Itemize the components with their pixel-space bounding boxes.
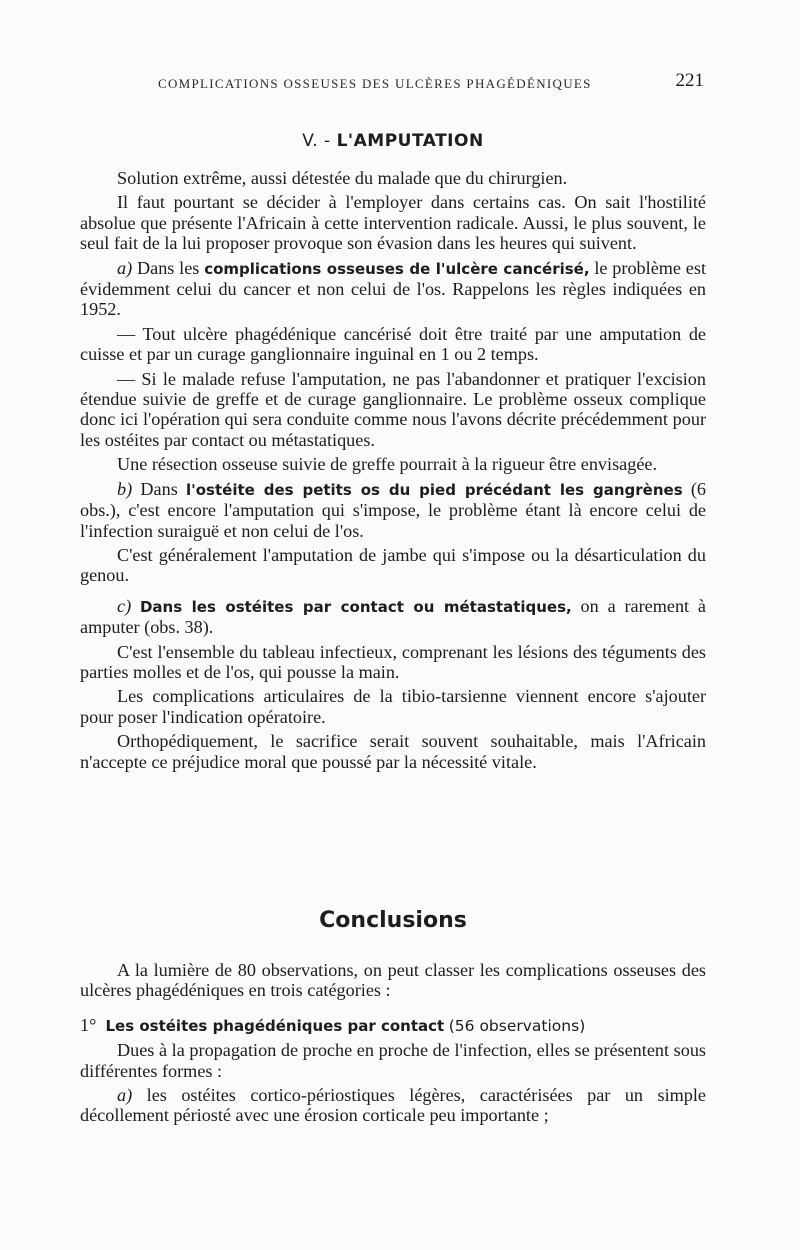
conclusions-heading: Conclusions	[319, 908, 467, 933]
emphasis-text: Dans les ostéites par contact ou métastatiques,	[139, 597, 572, 616]
paragraph: Il faut pourtant se décider à l'employer dans certains cas. On sait l'hostilité absolue que présente l'Africain à cette intervention radicale. Aussi, le plus souvent, le seul fait de la lui proposer provoque son évasion dans les heures qui suivent.	[80, 192, 706, 254]
paragraph: Une résection osseuse suivie de greffe pourrait à la rigueur être envisagée.	[117, 454, 658, 475]
paragraph-text: (6 obs.), c'est encore l'amputation qui s'impose, le problème étant là encore celui de l'infection suraiguë et non celui de l'os.	[80, 478, 707, 541]
section-heading	[80, 131, 706, 151]
item-letter: a)	[117, 1085, 133, 1106]
paragraph-c	[80, 596, 706, 638]
page-number: 221	[675, 70, 704, 91]
running-title: COMPLICATIONS OSSEUSES DES ULCÈRES PHAGÉDÉNIQUES	[158, 76, 592, 91]
paragraph-text: les ostéites cortico-périostiques légères, caractérisées par un simple décollement périosté avec une érosion corticale peu importante ;	[80, 1085, 706, 1126]
paragraph: Dues à la propagation de proche en proche de l'infection, elles se présentent sous différentes formes :	[80, 1040, 706, 1081]
paragraph-text: on a rarement à amputer (obs. 38).	[80, 595, 706, 638]
paragraph-a	[80, 258, 706, 320]
paragraph: Solution extrême, aussi détestée du malade que du chirurgien.	[117, 168, 568, 188]
paragraph-a	[80, 1085, 706, 1126]
paragraph-text: Dans les	[136, 257, 200, 278]
conclusions-body	[80, 960, 706, 1130]
paragraph: Orthopédiquement, le sacrifice serait souvent souhaitable, mais l'Africain n'accepte ce préjudice moral que poussé par la nécessité vitale.	[80, 731, 706, 772]
paragraph-b	[80, 479, 706, 541]
paragraph: Les complications articulaires de la tibio-tarsienne viennent encore s'ajouter pour poser l'indication opératoire.	[80, 686, 706, 727]
section-title: L'AMPUTATION	[336, 131, 484, 151]
observation-count: (56 observations)	[448, 1016, 586, 1035]
section-number: V. -	[302, 131, 337, 151]
item-letter: b)	[117, 478, 133, 499]
item-letter: a)	[117, 257, 133, 278]
numbered-heading	[80, 1015, 706, 1036]
item-number: 1°	[80, 1014, 97, 1035]
paragraph: — Si le malade refuse l'amputation, ne pas l'abandonner et pratiquer l'excision étendue suivie de greffe et de curage ganglionnaire. Le problème osseux complique donc ici l'opération qui sera conduite comme nous l'avons décrite précédemment pour les ostéites par contact ou métastatiques.	[80, 368, 706, 450]
emphasis-text: l'ostéite des petits os du pied précédant les gangrènes	[186, 480, 683, 499]
paragraph-text: le problème est évidemment celui du cancer et non celui de l'os. Rappelons les règles indiquées en 1952.	[80, 257, 707, 320]
section-body	[80, 168, 706, 776]
running-head	[80, 70, 706, 100]
emphasis-text: Les ostéites phagédéniques par contact	[105, 1016, 445, 1035]
item-letter: c)	[117, 595, 132, 616]
paragraph: C'est l'ensemble du tableau infectieux, comprenant les lésions des téguments des parties molles et de l'os, qui pousse la main.	[80, 641, 706, 682]
paragraph: A la lumière de 80 observations, on peut classer les complications osseuses des ulcères phagédéniques en trois catégories :	[80, 960, 706, 1001]
emphasis-text: complications osseuses de l'ulcère cancérisé,	[204, 259, 590, 278]
paragraph: — Tout ulcère phagédénique cancérisé doit être traité par une amputation de cuisse et par un curage ganglionnaire inguinal en 1 ou 2 temps.	[80, 323, 706, 365]
paragraph: C'est généralement l'amputation de jambe qui s'impose ou la désarticulation du genou.	[80, 544, 706, 586]
paragraph-text: Dans	[140, 478, 178, 499]
